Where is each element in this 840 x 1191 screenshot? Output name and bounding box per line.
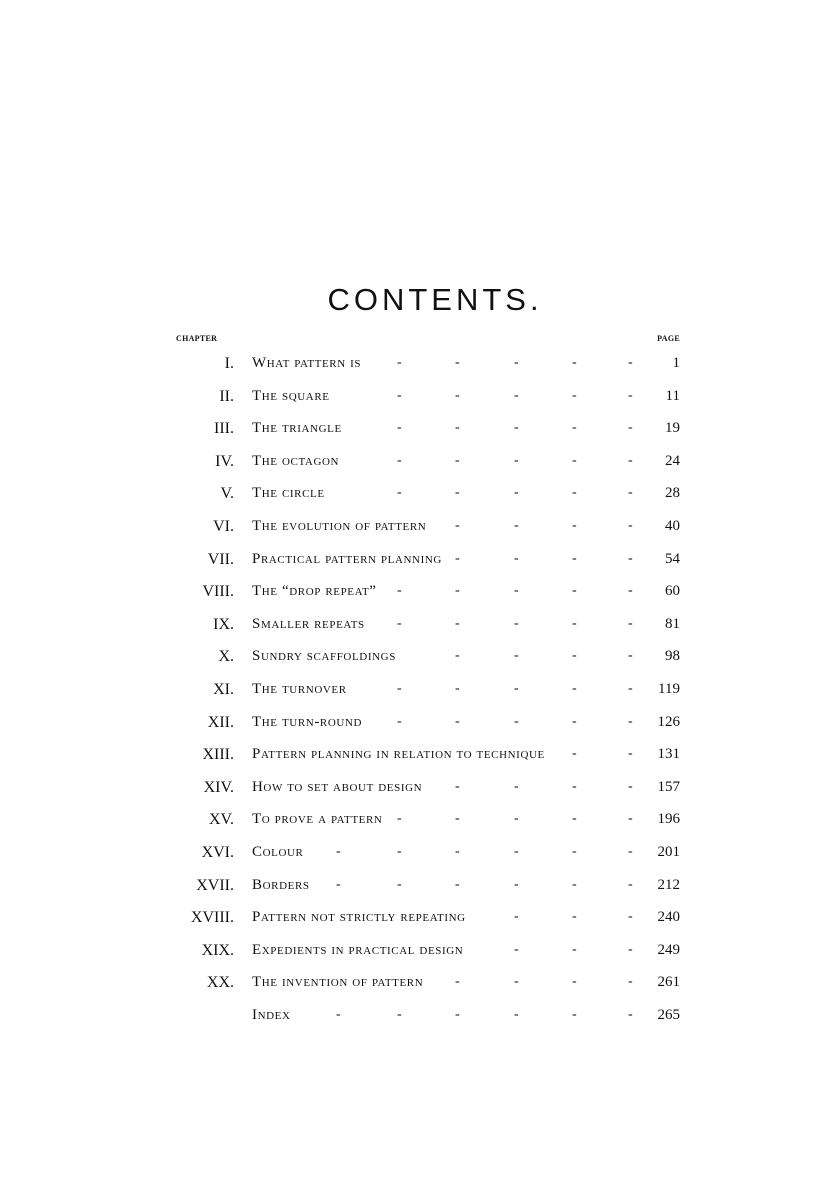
leader-dash: - (628, 518, 633, 533)
toc-entry (0, 1001, 840, 1035)
leader-dash: - (455, 485, 460, 501)
page-number: 28 (665, 485, 680, 502)
chapter-title: The octagon (252, 452, 340, 469)
leader-dash: - (455, 387, 460, 403)
chapter-title: The turn-round (252, 713, 363, 730)
chapter-number: IX. (213, 615, 234, 633)
leader-dash: - (572, 648, 577, 664)
toc-entry (0, 903, 840, 937)
leader-dash: - (514, 420, 519, 436)
toc-entry (0, 968, 840, 1002)
chapter-number: XI. (213, 681, 234, 698)
chapter-title: The triangle (252, 420, 342, 437)
toc-entry (0, 577, 840, 611)
chapter-number: VIII. (202, 583, 234, 601)
leader-dash: - (514, 844, 519, 859)
chapter-number: VII. (207, 550, 234, 568)
chapter-title: The square (252, 387, 330, 404)
leader-dash: - (572, 681, 577, 696)
leader-dash: - (514, 583, 519, 599)
leader-dash: - (514, 518, 519, 533)
chapter-number: XII. (207, 713, 234, 731)
toc-entry (0, 447, 840, 481)
leader-dash: - (572, 550, 577, 566)
toc-entry (0, 936, 840, 970)
leader-dash: - (628, 615, 633, 631)
leader-dash: - (455, 778, 460, 794)
leader-dash: - (514, 909, 519, 925)
leader-dash: - (572, 746, 577, 762)
chapter-number: XV. (208, 811, 234, 829)
page-number: 11 (665, 387, 680, 404)
chapter-title: The evolution of pattern (252, 518, 427, 534)
page-number: 60 (665, 583, 680, 600)
toc-entry (0, 512, 840, 546)
toc-entry (0, 349, 840, 383)
toc-entry (0, 414, 840, 448)
leader-dash: - (628, 1007, 633, 1022)
toc-entry (0, 805, 840, 839)
chapter-number: II. (219, 387, 234, 405)
leader-dash: - (397, 876, 402, 892)
leader-dash: - (628, 387, 633, 403)
leader-dash: - (514, 648, 519, 664)
chapter-title: Pattern not strictly repeating (252, 909, 466, 926)
chapter-title: Colour (252, 844, 304, 860)
leader-dash: - (628, 778, 633, 794)
leader-dash: - (514, 811, 519, 827)
leader-dash: - (514, 778, 519, 794)
leader-dash: - (628, 420, 633, 436)
leader-dash: - (514, 615, 519, 631)
leader-dash: - (514, 485, 519, 501)
leader-dash: - (572, 452, 577, 468)
leader-dash: - (628, 909, 633, 925)
page-number: 131 (657, 746, 680, 763)
page-number: 24 (665, 452, 680, 469)
leader-dash: - (455, 355, 460, 370)
leader-dash: - (514, 550, 519, 566)
chapter-title: The invention of pattern (252, 974, 424, 991)
page-column-label: PAGE (657, 334, 680, 343)
leader-dash: - (514, 681, 519, 696)
leader-dash: - (572, 387, 577, 403)
page-number: 1 (672, 355, 680, 371)
leader-dash: - (455, 615, 460, 631)
page-number: 98 (665, 648, 680, 665)
leader-dash: - (455, 1007, 460, 1022)
leader-dash: - (455, 876, 460, 892)
chapter-number: IV. (215, 452, 234, 470)
leader-dash: - (514, 876, 519, 892)
chapter-number: XVI. (201, 844, 234, 861)
leader-dash: - (572, 876, 577, 892)
toc-entry (0, 708, 840, 742)
chapter-number: I. (224, 355, 234, 372)
chapter-title: Practical pattern planning (252, 550, 442, 567)
leader-dash: - (455, 648, 460, 664)
leader-dash: - (628, 713, 633, 729)
chapter-number: VI. (213, 518, 234, 535)
leader-dash: - (572, 713, 577, 729)
chapter-title: Expedients in practical design (252, 941, 464, 958)
leader-dash: - (628, 941, 633, 957)
chapter-number: V. (220, 485, 234, 503)
leader-dash: - (572, 941, 577, 957)
toc-entry (0, 610, 840, 644)
leader-dash: - (455, 681, 460, 696)
toc-entry (0, 642, 840, 676)
page-number: 119 (658, 681, 680, 697)
leader-dash: - (397, 387, 402, 403)
page-number: 265 (657, 1007, 680, 1023)
leader-dash: - (397, 355, 402, 370)
leader-dash: - (397, 420, 402, 436)
leader-dash: - (455, 420, 460, 436)
leader-dash: - (628, 452, 633, 468)
page-number: 19 (665, 420, 680, 437)
chapter-number: XIX. (201, 941, 234, 959)
leader-dash: - (514, 355, 519, 370)
page-number: 212 (657, 876, 680, 893)
chapter-title: What pattern is (252, 355, 362, 371)
leader-dash: - (514, 941, 519, 957)
leader-dash: - (455, 844, 460, 859)
leader-dash: - (455, 518, 460, 533)
chapter-title: To prove a pattern (252, 811, 383, 828)
leader-dash: - (514, 1007, 519, 1022)
page-number: 157 (657, 778, 680, 795)
leader-dash: - (628, 811, 633, 827)
leader-dash: - (572, 420, 577, 436)
page-number: 261 (657, 974, 680, 991)
leader-dash: - (572, 1007, 577, 1022)
leader-dash: - (455, 583, 460, 599)
chapter-column-label: CHAPTER (176, 334, 218, 343)
toc-entry (0, 675, 840, 709)
page-number: 196 (657, 811, 680, 828)
leader-dash: - (397, 844, 402, 859)
leader-dash: - (397, 452, 402, 468)
leader-dash: - (336, 1007, 341, 1022)
chapter-title: Pattern planning in relation to technique (252, 746, 545, 763)
leader-dash: - (336, 844, 341, 859)
chapter-title: Sundry scaffoldings (252, 648, 396, 665)
toc-entry (0, 871, 840, 905)
leader-dash: - (628, 974, 633, 990)
leader-dash: - (455, 452, 460, 468)
leader-dash: - (572, 518, 577, 533)
chapter-title: The turnover (252, 681, 347, 697)
leader-dash: - (455, 974, 460, 990)
leader-dash: - (514, 387, 519, 403)
leader-dash: - (397, 485, 402, 501)
leader-dash: - (397, 615, 402, 631)
leader-dash: - (397, 1007, 402, 1022)
chapter-number: XVII. (196, 876, 234, 894)
leader-dash: - (514, 452, 519, 468)
toc-entry (0, 479, 840, 513)
leader-dash: - (514, 713, 519, 729)
chapter-number: III. (214, 420, 234, 438)
leader-dash: - (397, 681, 402, 696)
leader-dash: - (572, 583, 577, 599)
toc-entry (0, 382, 840, 416)
page-number: 240 (657, 909, 680, 926)
leader-dash: - (572, 485, 577, 501)
page-number: 201 (657, 844, 680, 860)
leader-dash: - (628, 648, 633, 664)
page-number: 126 (657, 713, 680, 730)
chapter-title: Index (252, 1007, 291, 1023)
leader-dash: - (628, 746, 633, 762)
chapter-number: XX. (206, 974, 234, 992)
page-number: 54 (665, 550, 680, 567)
chapter-number: X. (218, 648, 234, 666)
leader-dash: - (572, 778, 577, 794)
leader-dash: - (514, 974, 519, 990)
page-number: 249 (657, 941, 680, 958)
leader-dash: - (397, 811, 402, 827)
leader-dash: - (628, 355, 633, 370)
leader-dash: - (572, 974, 577, 990)
page-number: 40 (665, 518, 680, 534)
page-title: CONTENTS. (327, 282, 543, 317)
toc-entry (0, 545, 840, 579)
chapter-title: Smaller repeats (252, 615, 365, 632)
chapter-title: How to set about design (252, 778, 423, 795)
chapter-title: The circle (252, 485, 325, 502)
leader-dash: - (628, 876, 633, 892)
leader-dash: - (572, 811, 577, 827)
toc-entry (0, 773, 840, 807)
leader-dash: - (572, 844, 577, 859)
leader-dash: - (628, 583, 633, 599)
leader-dash: - (455, 550, 460, 566)
toc-entry (0, 740, 840, 774)
leader-dash: - (397, 583, 402, 599)
chapter-title: Borders (252, 876, 310, 893)
leader-dash: - (572, 909, 577, 925)
leader-dash: - (572, 615, 577, 631)
chapter-number: XIV. (203, 778, 234, 796)
leader-dash: - (628, 844, 633, 859)
leader-dash: - (455, 811, 460, 827)
page-number: 81 (665, 615, 680, 632)
leader-dash: - (336, 876, 341, 892)
toc-entry (0, 838, 840, 872)
leader-dash: - (572, 355, 577, 370)
chapter-number: XIII. (202, 746, 234, 764)
leader-dash: - (455, 713, 460, 729)
leader-dash: - (628, 550, 633, 566)
leader-dash: - (628, 485, 633, 501)
chapter-number: XVIII. (190, 909, 234, 927)
leader-dash: - (397, 713, 402, 729)
chapter-title: The “drop repeat” (252, 583, 377, 600)
leader-dash: - (628, 681, 633, 696)
